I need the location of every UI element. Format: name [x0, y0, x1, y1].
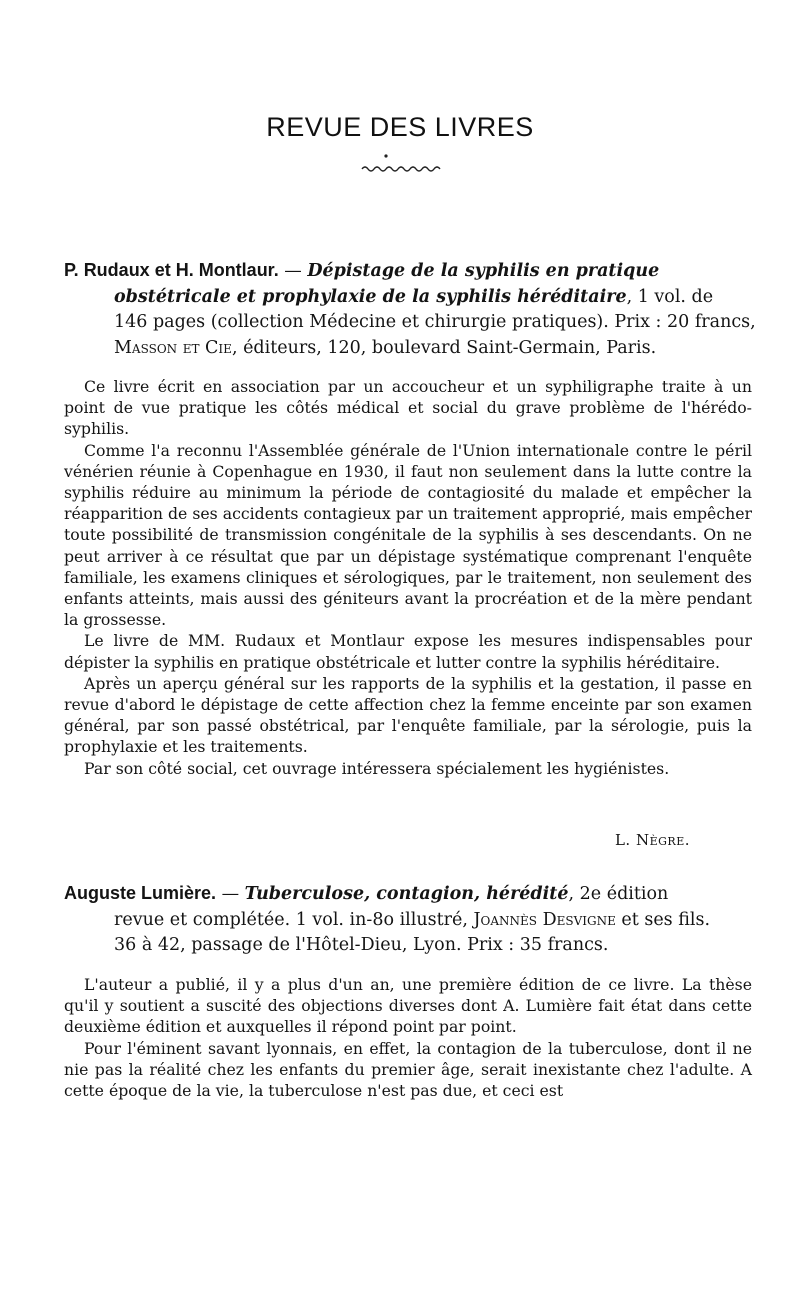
review-1-address: , éditeurs, 120, boulevard Saint-Germain, Paris.	[231, 337, 657, 358]
review-1-paragraph: Le livre de MM. Rudaux et Montlaur expose les mesures indispensables pour dépister la syphilis en pratique obstétricale et lutter contre la syphilis héréditaire.	[64, 631, 752, 672]
review-1-signature: L. Nègre.	[614, 831, 690, 849]
review-1-body	[64, 376, 752, 779]
review-2-dash: —	[216, 884, 245, 904]
review-2-volume: revue et complétée. 1 vol. in-8o illustré,	[114, 909, 474, 930]
review-1-paragraph: Par son côté social, cet ouvrage intéressera spécialement les hygiénistes.	[84, 758, 670, 778]
review-2-publisher-suffix: et ses fils.	[615, 909, 711, 930]
review-1-dash: —	[278, 261, 308, 281]
review-2-publisher: Joannès Desvigne	[473, 909, 616, 930]
review-1-heading	[64, 258, 754, 361]
review-1-volume: , 1 vol. de	[626, 286, 714, 307]
review-2-heading	[64, 881, 754, 959]
review-1-publisher: Masson et Cie	[114, 337, 232, 358]
review-2-paragraph: L'auteur a publié, il y a plus d'un an, une première édition de ce livre. La thèse qu'il y soutient a suscité des objections diverses dont A. Lumière fait état dans cette deuxième édition et auxquelles il répond point par point.	[64, 975, 752, 1037]
review-1-pages-price: 146 pages (collection Médecine et chirurgie pratiques). Prix : 20 francs,	[114, 312, 756, 332]
review-2-body	[64, 974, 752, 1101]
review-1-title-part2: obstétricale et prophylaxie de la syphilis héréditaire	[114, 286, 627, 307]
review-2-title: Tuberculose, contagion, hérédité	[244, 884, 569, 904]
title-ornament	[360, 152, 445, 176]
review-2-author: Auguste Lumière.	[64, 883, 217, 903]
review-1-author: P. Rudaux et H. Montlaur.	[64, 260, 279, 280]
review-1-title-part1: Dépistage de la syphilis en pratique	[307, 261, 660, 281]
page-title: REVUE DES LIVRES	[266, 112, 534, 142]
review-1-paragraph: Après un aperçu général sur les rapports de la syphilis et la gestation, il passe en revue d'abord le dépistage de cette affection chez la femme enceinte par son examen général, par son passé obstétrical, par l'enquête familiale, par la sérologie, puis la prophylaxie et les traitements.	[64, 673, 752, 757]
review-1-paragraph: Ce livre écrit en association par un accoucheur et un syphiligraphe traite à un point de vue pratique les côtés médical et social du grave problème de l'hérédo-syphilis.	[64, 377, 752, 439]
review-2-paragraph: Pour l'éminent savant lyonnais, en effet, la contagion de la tuberculose, dont il ne nie pas la réalité chez les enfants du premier âge, serait inexistante chez l'adulte. A cette époque de la vie, la tuberculose n'est pas due, et ceci est	[64, 1038, 752, 1101]
review-2-address-price: 36 à 42, passage de l'Hôtel-Dieu, Lyon. Prix : 35 francs.	[114, 935, 609, 955]
review-2-edition: , 2e édition	[568, 884, 669, 904]
review-1-paragraph: Comme l'a reconnu l'Assemblée générale de l'Union internationale contre le péril vénérien réunie à Copenhague en 1930, il faut non seulement dans la lutte contre la syphilis réduire au minimum la période de contagiosité du malade et empêcher la réapparition de ses accidents contagieux par un traitement approprié, mais empêcher toute possibilité de transmission congénitale de la syphilis à ses descendants. On ne peut arriver à ce résultat que par un dépistage systématique comprenant l'enquête familiale, les examens cliniques et sérologiques, par le traitement, non seulement des enfants atteints, mais aussi des géniteurs avant la procréation et de la mère pendant la grossesse.	[64, 440, 752, 630]
